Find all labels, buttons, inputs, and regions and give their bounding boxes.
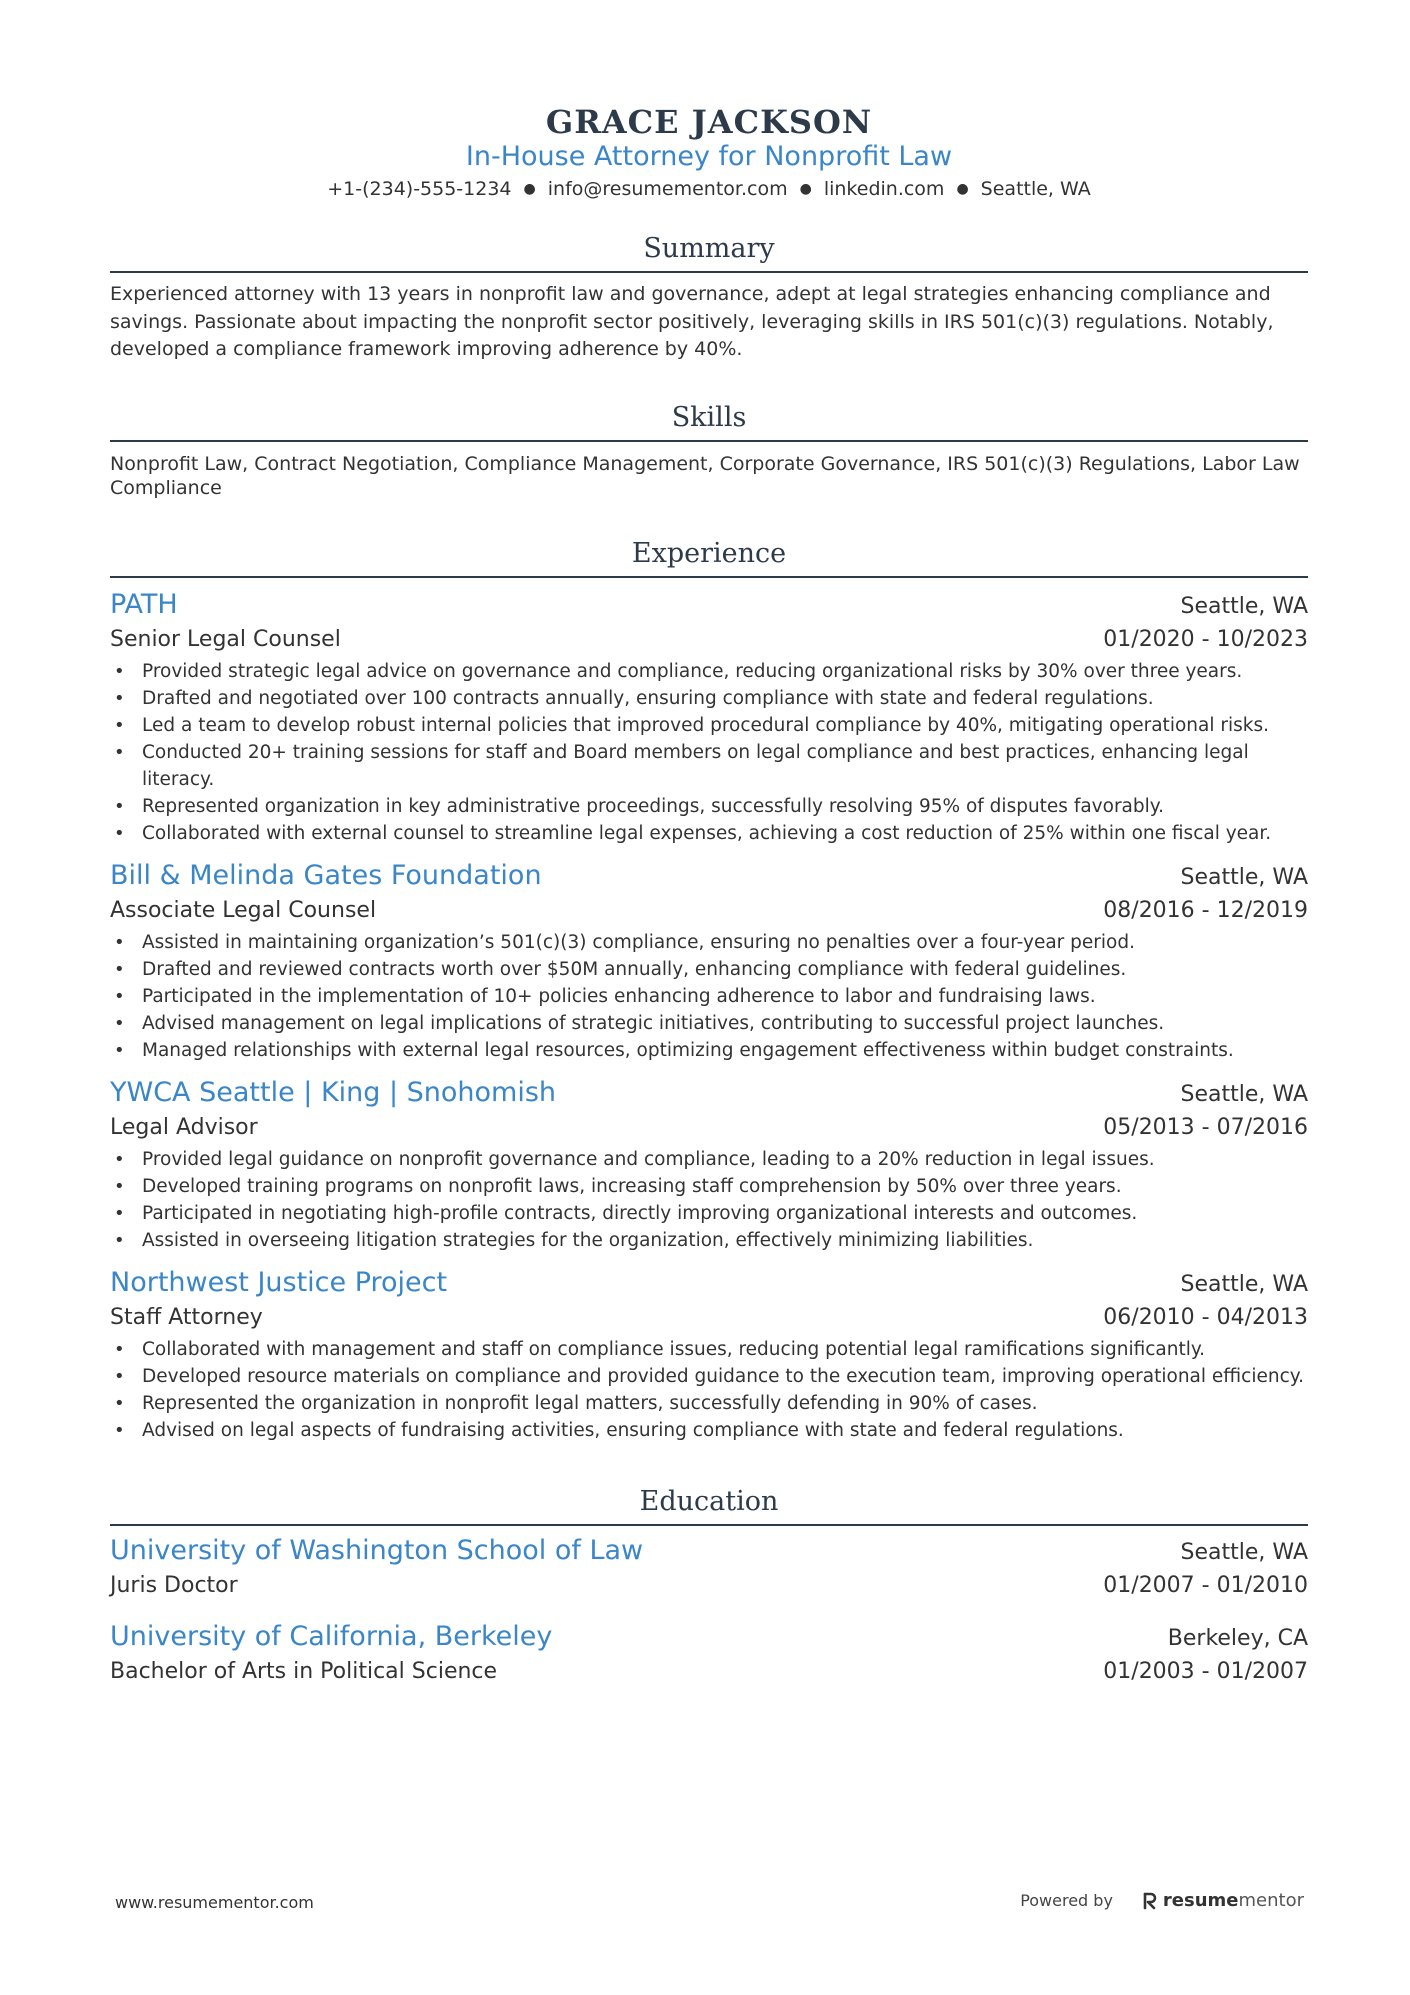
resumementor-logo-icon <box>1143 1892 1157 1910</box>
employer-name: Bill & Melinda Gates Foundation <box>110 859 542 891</box>
job-location: Seattle, WA <box>1180 593 1308 619</box>
resume-header <box>110 102 1308 202</box>
section-title-summary: Summary <box>110 231 1308 273</box>
separator-dot: ● <box>956 181 969 197</box>
job-location: Seattle, WA <box>1180 1081 1308 1107</box>
bullet-icon: • <box>114 687 125 709</box>
bullet-icon: • <box>114 660 125 682</box>
bullet-icon: • <box>114 1039 125 1061</box>
achievement-text: Represented organization in key administrative proceedings, successfully resolving 95% of disputes favorably. <box>142 795 1164 817</box>
entry-subheader-row <box>110 894 1308 927</box>
brand-text-bold: resume <box>1162 1890 1239 1911</box>
phone-text: +1-(234)-555-1234 <box>327 178 512 200</box>
job-location: Seattle, WA <box>1180 864 1308 890</box>
bullet-icon: • <box>114 741 125 763</box>
achievement-list <box>110 1336 1308 1444</box>
skills-text: Nonprofit Law, Contract Negotiation, Compliance Management, Corporate Governance, IRS 501(c)(3) Regulations, Labor Law Compliance <box>110 452 1300 499</box>
experience-section <box>110 536 1308 1444</box>
bullet-icon: • <box>114 1392 125 1414</box>
bullet-icon: • <box>114 1419 125 1441</box>
school-location: Berkeley, CA <box>1167 1625 1308 1651</box>
education-section <box>110 1484 1308 1688</box>
achievement-item <box>110 929 1308 956</box>
employer-name: YWCA Seattle | King | Snohomish <box>110 1076 557 1108</box>
achievement-list <box>110 929 1308 1064</box>
school-name: University of Washington School of Law <box>110 1534 644 1566</box>
achievement-list <box>110 1146 1308 1254</box>
job-title: Senior Legal Counsel <box>110 626 341 652</box>
achievement-text: Advised management on legal implications of strategic initiatives, contributing to successful project launches. <box>142 1012 1165 1034</box>
entry-header-row <box>110 859 1308 894</box>
email-text: info@resumementor.com <box>547 178 788 200</box>
achievement-item <box>110 1336 1308 1363</box>
bullet-icon: • <box>114 1338 125 1360</box>
achievement-item <box>110 712 1308 739</box>
entry-subheader-row <box>110 1301 1308 1334</box>
bullet-icon: • <box>114 985 125 1007</box>
achievement-item <box>110 1146 1308 1173</box>
employer-name: PATH <box>110 588 178 620</box>
bullet-icon: • <box>114 795 125 817</box>
bullet-icon: • <box>114 931 125 953</box>
resume-content <box>110 0 1308 1688</box>
education-dates: 01/2003 - 01/2007 <box>1103 1658 1308 1684</box>
candidate-name: GRACE JACKSON <box>545 103 873 141</box>
skills-section <box>110 400 1308 500</box>
job-dates: 06/2010 - 04/2013 <box>1103 1304 1308 1330</box>
contact-line <box>110 176 1308 202</box>
achievement-item <box>110 793 1308 820</box>
bullet-icon: • <box>114 1365 125 1387</box>
achievement-text: Assisted in maintaining organization’s 501(c)(3) compliance, ensuring no penalties over a four-year period. <box>142 931 1135 953</box>
entry-header-row <box>110 1266 1308 1301</box>
achievement-text: Participated in the implementation of 10+ policies enhancing adherence to labor and fundraising laws. <box>142 985 1096 1007</box>
job-title: Legal Advisor <box>110 1114 258 1140</box>
achievement-item <box>110 983 1308 1010</box>
achievement-text: Collaborated with management and staff on compliance issues, reducing potential legal ramifications significantly. <box>142 1338 1206 1360</box>
achievement-text: Conducted 20+ training sessions for staff and Board members on legal compliance and best practices, enhancing legal literacy. <box>142 741 1249 790</box>
job-dates: 01/2020 - 10/2023 <box>1103 626 1308 652</box>
summary-text: Experienced attorney with 13 years in nonprofit law and governance, adept at legal strategies enhancing compliance and savings. Passionate about impacting the nonprofit sector positively, leveraging skills in IRS 501(c)(3) regulations. Notably, developed a compliance framework improving adherence by 40%. <box>110 283 1274 360</box>
achievement-text: Provided strategic legal advice on governance and compliance, reducing organizational risks by 30% over three years. <box>142 660 1243 682</box>
achievement-text: Led a team to develop robust internal policies that improved procedural compliance by 40%, mitigating operational risks. <box>142 714 1269 736</box>
school-location: Seattle, WA <box>1180 1539 1308 1565</box>
achievement-item <box>110 956 1308 983</box>
achievement-text: Developed resource materials on compliance and provided guidance to the execution team, improving operational efficiency. <box>142 1365 1304 1387</box>
bullet-icon: • <box>114 958 125 980</box>
achievement-item <box>110 658 1308 685</box>
school-name: University of California, Berkeley <box>110 1620 553 1652</box>
job-title: Staff Attorney <box>110 1304 263 1330</box>
achievement-item <box>110 1227 1308 1254</box>
summary-section <box>110 231 1308 364</box>
linkedin-text: linkedin.com <box>823 178 945 200</box>
experience-entry <box>110 1076 1308 1254</box>
achievement-item <box>110 1010 1308 1037</box>
achievement-text: Collaborated with external counsel to streamline legal expenses, achieving a cost reduction of 25% within one fiscal year. <box>142 822 1272 844</box>
brand-logo <box>1143 1890 1304 1911</box>
separator-dot: ● <box>799 181 812 197</box>
employer-name: Northwest Justice Project <box>110 1266 448 1298</box>
achievement-item <box>110 820 1308 847</box>
degree-name: Bachelor of Arts in Political Science <box>110 1658 498 1684</box>
entry-header-row <box>110 1620 1308 1655</box>
experience-entry <box>110 588 1308 847</box>
education-entry <box>110 1534 1308 1602</box>
entry-subheader-row <box>110 1111 1308 1144</box>
separator-dot: ● <box>523 181 536 197</box>
powered-by-label: Powered by <box>1020 1891 1113 1910</box>
bullet-icon: • <box>114 822 125 844</box>
bullet-icon: • <box>114 1148 125 1170</box>
achievement-text: Drafted and negotiated over 100 contracts annually, ensuring compliance with state and federal regulations. <box>142 687 1154 709</box>
experience-entry <box>110 1266 1308 1444</box>
achievement-item <box>110 685 1308 712</box>
bullet-icon: • <box>114 714 125 736</box>
achievement-text: Provided legal guidance on nonprofit governance and compliance, leading to a 20% reduction in legal issues. <box>142 1148 1155 1170</box>
job-dates: 05/2013 - 07/2016 <box>1103 1114 1308 1140</box>
achievement-text: Participated in negotiating high-profile contracts, directly improving organizational interests and outcomes. <box>142 1202 1138 1224</box>
achievement-item <box>110 1037 1308 1064</box>
achievement-item <box>110 1417 1308 1444</box>
education-entry <box>110 1620 1308 1688</box>
achievement-text: Drafted and reviewed contracts worth over $50M annually, enhancing compliance with federal guidelines. <box>142 958 1127 980</box>
achievement-item <box>110 1390 1308 1417</box>
achievement-list <box>110 658 1308 847</box>
footer-branding <box>1020 1890 1304 1911</box>
section-title-skills: Skills <box>110 400 1308 442</box>
achievement-text: Represented the organization in nonprofit legal matters, successfully defending in 90% of cases. <box>142 1392 1038 1414</box>
entry-subheader-row <box>110 1655 1308 1688</box>
section-title-experience: Experience <box>110 536 1308 578</box>
bullet-icon: • <box>114 1202 125 1224</box>
footer-website: www.resumementor.com <box>115 1893 314 1912</box>
entry-subheader-row <box>110 1569 1308 1602</box>
education-dates: 01/2007 - 01/2010 <box>1103 1572 1308 1598</box>
candidate-role: In-House Attorney for Nonprofit Law <box>465 141 953 172</box>
entry-header-row <box>110 1534 1308 1569</box>
achievement-text: Advised on legal aspects of fundraising activities, ensuring compliance with state and federal regulations. <box>142 1419 1124 1441</box>
brand-text-regular: mentor <box>1238 1890 1304 1911</box>
section-title-education: Education <box>110 1484 1308 1526</box>
entry-subheader-row <box>110 623 1308 656</box>
bullet-icon: • <box>114 1229 125 1251</box>
job-location: Seattle, WA <box>1180 1271 1308 1297</box>
achievement-text: Developed training programs on nonprofit laws, increasing staff comprehension by 50% over three years. <box>142 1175 1122 1197</box>
entry-header-row <box>110 588 1308 623</box>
job-title: Associate Legal Counsel <box>110 897 377 923</box>
entry-header-row <box>110 1076 1308 1111</box>
degree-name: Juris Doctor <box>110 1572 238 1598</box>
achievement-text: Assisted in overseeing litigation strategies for the organization, effectively minimizing liabilities. <box>142 1229 1034 1251</box>
achievement-text: Managed relationships with external legal resources, optimizing engagement effectiveness within budget constraints. <box>142 1039 1234 1061</box>
achievement-item <box>110 1200 1308 1227</box>
bullet-icon: • <box>114 1012 125 1034</box>
achievement-item <box>110 1173 1308 1200</box>
experience-list <box>110 588 1308 1444</box>
bullet-icon: • <box>114 1175 125 1197</box>
experience-entry <box>110 859 1308 1064</box>
location-text: Seattle, WA <box>980 178 1091 200</box>
achievement-item <box>110 739 1308 793</box>
achievement-item <box>110 1363 1308 1390</box>
job-dates: 08/2016 - 12/2019 <box>1103 897 1308 923</box>
